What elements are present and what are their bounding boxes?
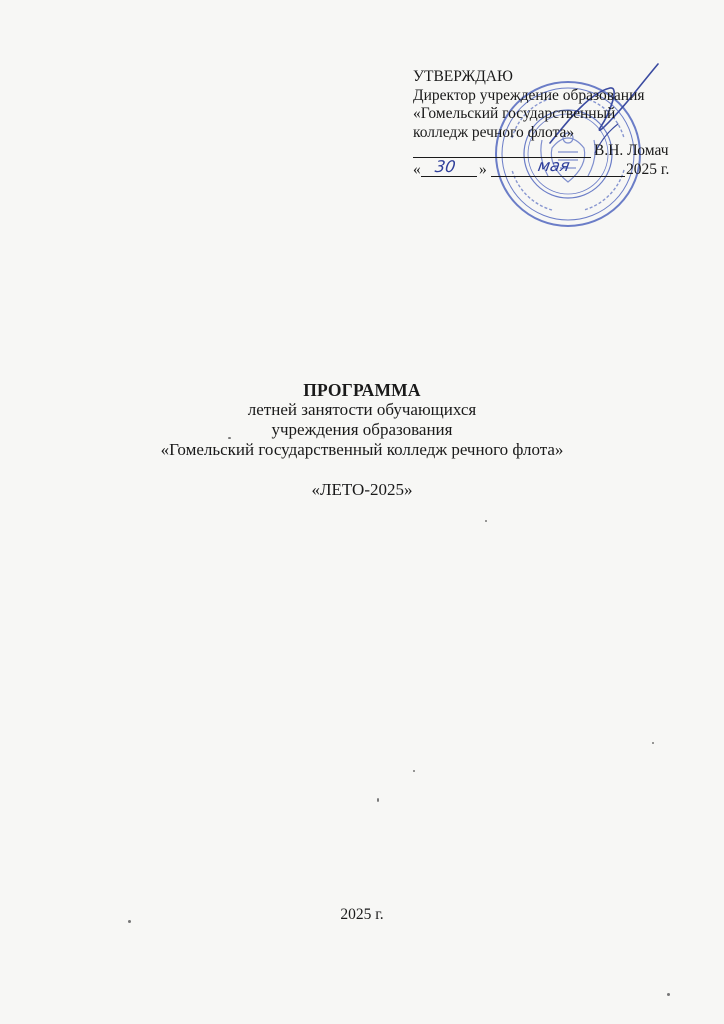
scan-speck (377, 798, 379, 802)
approval-block (413, 68, 713, 179)
scan-speck (228, 437, 231, 439)
scan-speck (652, 742, 654, 744)
date-line (413, 155, 713, 180)
scan-speck (667, 993, 670, 996)
approval-heading: УТВЕРЖДАЮ (413, 68, 513, 85)
program-subtitle: «ЛЕТО-2025» (311, 480, 413, 499)
footer-year: 2025 г. (340, 906, 384, 923)
scan-speck (485, 520, 487, 522)
date-month-handwritten: мая (536, 155, 572, 175)
scan-speck (128, 920, 131, 923)
approval-position-line2: «Гомельский государственный (413, 105, 616, 122)
signatory-name: В.Н. Ломач (594, 142, 669, 159)
date-quote-open: « (413, 160, 421, 178)
title-line-4: «Гомельский государственный колледж речного флота» (160, 440, 564, 459)
document-title: ПРОГРАММА (303, 380, 421, 400)
date-quote-close: » (479, 160, 487, 178)
approval-position-line1: Директор учреждение образования (413, 86, 645, 104)
title-line-2: летней занятости обучающихся (247, 400, 477, 419)
date-year: 2025 г. (626, 160, 670, 178)
date-day-handwritten: 30 (433, 156, 457, 176)
month-underline (491, 176, 625, 177)
title-block (0, 380, 724, 500)
approval-position-line3: колледж речного флота» (413, 123, 575, 141)
title-line-3: учреждения образования (271, 420, 453, 439)
scan-speck (413, 770, 415, 772)
